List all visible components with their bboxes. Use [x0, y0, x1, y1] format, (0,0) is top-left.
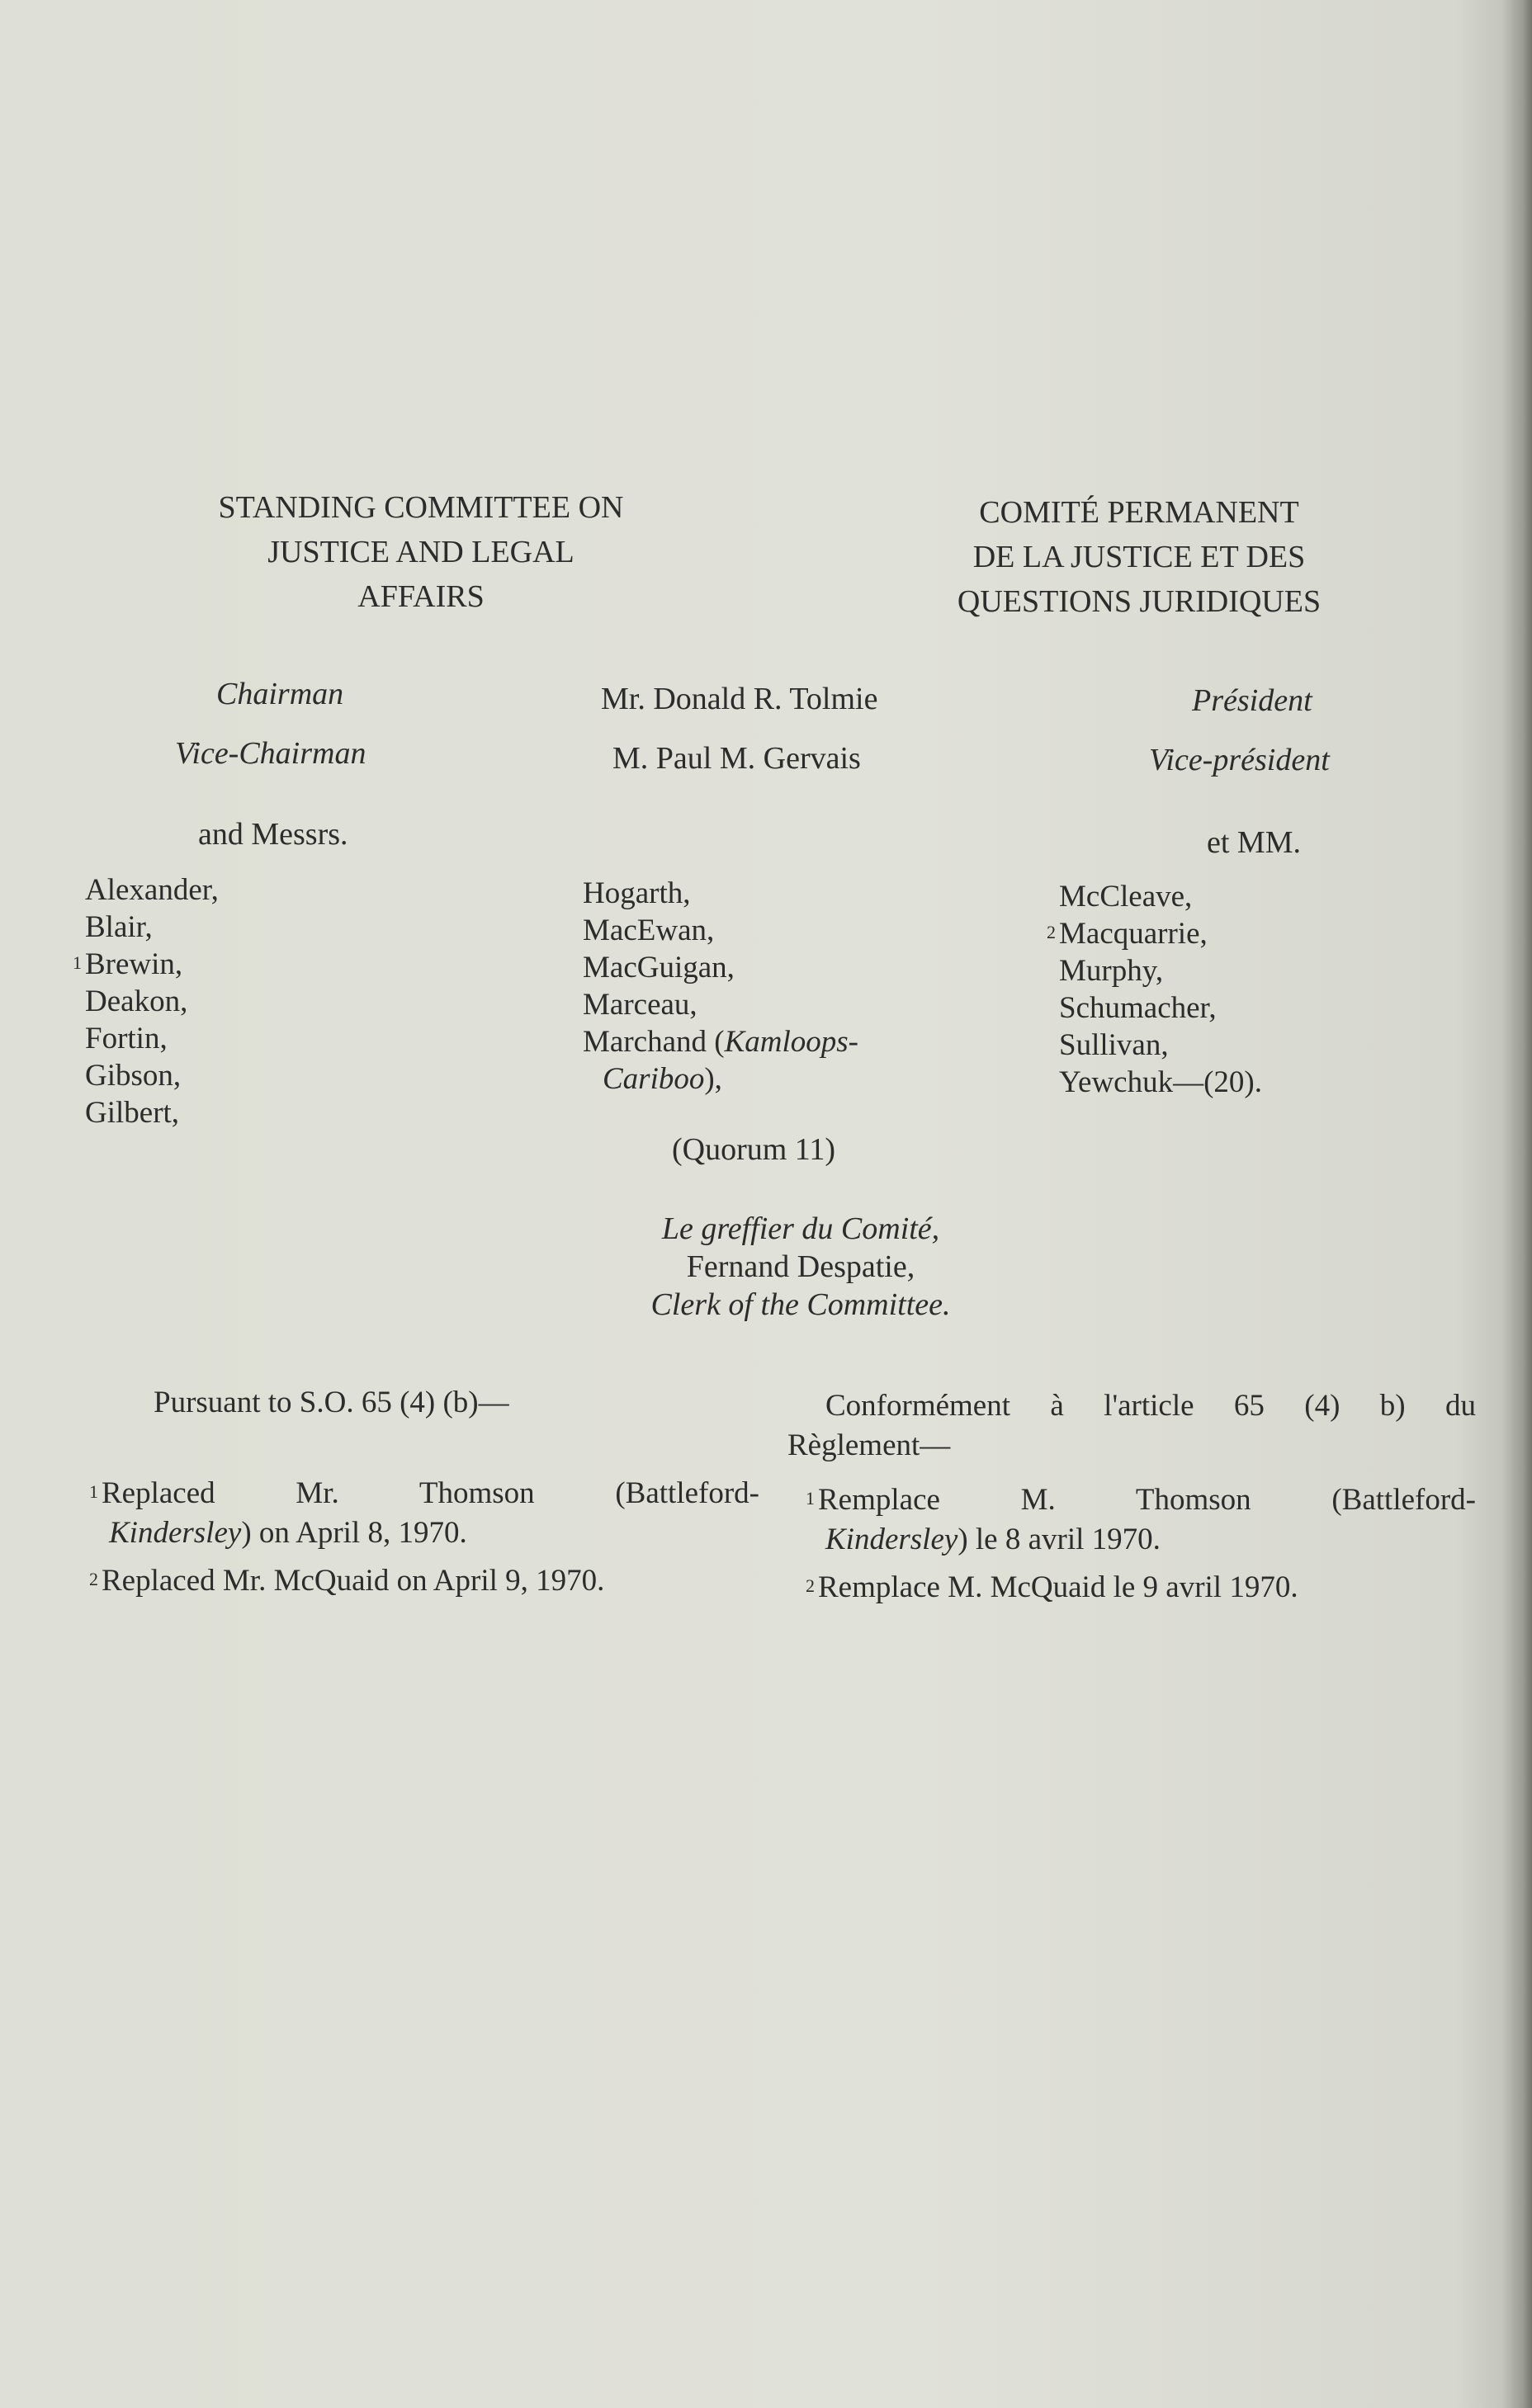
member-name: $^1$ Brewin, [73, 947, 183, 981]
member-name: Fortin, [85, 1022, 168, 1055]
member-name: Yewchuk—(20). [1059, 1065, 1262, 1099]
clerk-english-title: Clerk of the Committee. [650, 1287, 951, 1322]
clerk-block [528, 1210, 1073, 1324]
french-heading-line: QUESTIONS JURIDIQUES [957, 584, 1322, 619]
chairman-name: Mr. Donald R. Tolmie [601, 682, 878, 716]
member-name: Schumacher, [1059, 991, 1217, 1025]
clerk-name: Fernand Despatie, [686, 1249, 915, 1284]
footnote-marker: 1 [806, 1488, 815, 1509]
footnote-marker: 1 [73, 952, 82, 973]
vice-chairman-name: M. Paul M. Gervais [612, 741, 861, 776]
member-riding: Cariboo), [603, 1062, 722, 1096]
english-heading [165, 485, 677, 619]
footnote-marker: 2 [89, 1569, 98, 1589]
member-name: Hogarth, [583, 876, 691, 910]
member-name: Murphy, [1059, 954, 1164, 988]
president-label: Président [1192, 683, 1312, 718]
english-heading-line: AFFAIRS [357, 579, 485, 614]
vice-chairman-label: Vice-Chairman [175, 736, 366, 771]
french-heading-line: DE LA JUSTICE ET DES [972, 540, 1306, 574]
french-footnote-1: $^1$ Remplace M. Thomson (Battleford- Kindersley) le 8 avril 1970. [806, 1483, 1476, 1556]
member-name: Deakon, [85, 984, 188, 1018]
members-column-1 [73, 871, 219, 1131]
french-heading [875, 490, 1403, 624]
french-heading-line: COMITÉ PERMANENT [979, 495, 1299, 530]
member-name: Marchand (Kamloops- [583, 1025, 858, 1059]
english-heading-line: STANDING COMMITTEE ON [218, 490, 624, 525]
member-name: Blair, [85, 910, 153, 944]
members-column-2 [583, 875, 858, 1098]
footnote-marker: 1 [89, 1481, 98, 1502]
member-name: MacGuigan, [583, 951, 735, 984]
page-edge-shadow [1502, 0, 1532, 2408]
english-footnote-2: $^2$ Replaced Mr. McQuaid on April 9, 1970. [89, 1564, 605, 1598]
quorum-text: (Quorum 11) [672, 1132, 836, 1167]
member-name: Gilbert, [85, 1096, 180, 1130]
member-name: Gibson, [85, 1059, 182, 1093]
footnote-marker: 2 [1047, 922, 1056, 942]
member-name: MacEwan, [583, 914, 715, 947]
members-intro-english: and Messrs. [198, 817, 348, 852]
vice-president-label: Vice-président [1149, 743, 1330, 777]
member-name: Sullivan, [1059, 1028, 1169, 1062]
french-footnote-2: $^2$ Remplace M. McQuaid le 9 avril 1970. [806, 1570, 1298, 1604]
footnote-marker: 2 [806, 1575, 815, 1596]
member-name: Marceau, [583, 988, 697, 1022]
french-footnote-intro: Conformément à l'article 65 (4) b) du Règlement— [787, 1389, 1476, 1462]
english-heading-line: JUSTICE AND LEGAL [267, 535, 574, 569]
members-intro-french: et MM. [1207, 825, 1301, 860]
member-name: $^2$ Macquarrie, [1047, 917, 1208, 951]
member-name: McCleave, [1059, 880, 1193, 914]
english-footnote-1: $^1$ Replaced Mr. Thomson (Battleford- Kindersley) on April 8, 1970. [89, 1476, 759, 1550]
clerk-french-title: Le greffier du Comité, [661, 1211, 940, 1246]
chairman-label: Chairman [216, 677, 344, 711]
member-name: Alexander, [85, 873, 219, 907]
english-footnote-intro: Pursuant to S.O. 65 (4) (b)— [154, 1386, 509, 1419]
members-column-3 [1047, 878, 1262, 1101]
